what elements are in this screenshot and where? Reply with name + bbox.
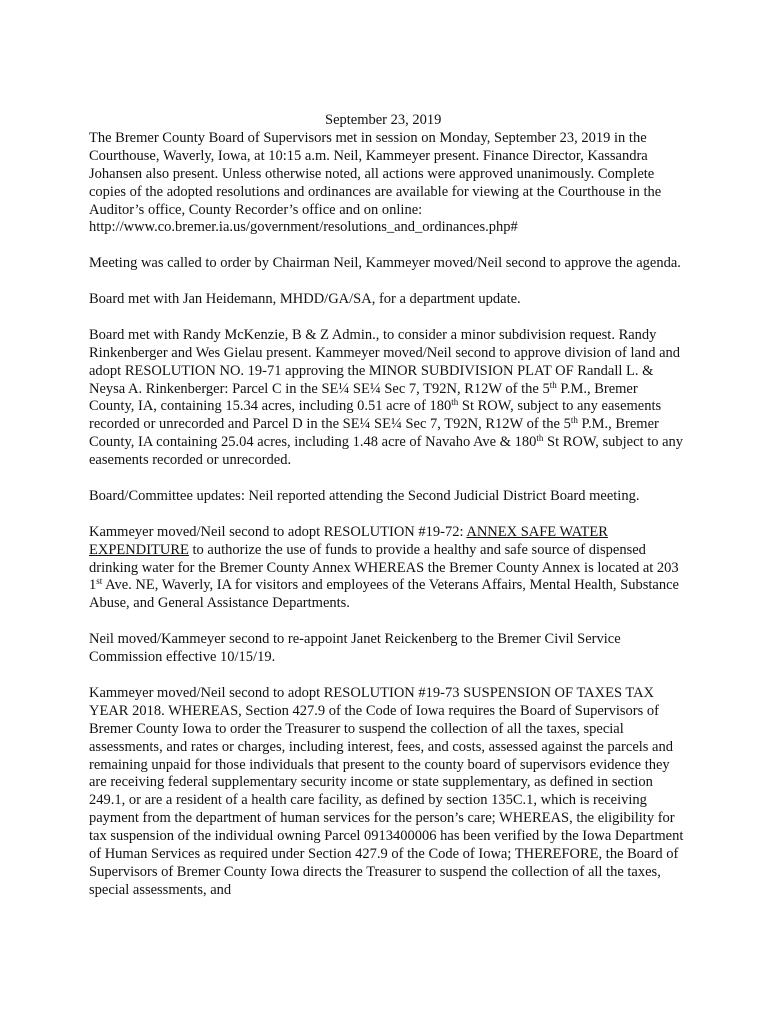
text-run: Board met with Randy McKenzie, B & Z Admin., to consider a minor subdivision request. Randy Rinkenberger and Wes Gielau present. Kammeyer moved/Neil second to approve division of land and adopt RESOLUTION NO. 19-71 approving the MINOR SUBDIVISION PLAT OF Randall L. & Neysa A. Rinkenberger: Parcel C in the SE¼ SE¼ Sec 7, T92N, R12W of the 5 (89, 326, 681, 397)
ordinal-suffix: st (96, 576, 103, 587)
text-run: P.M., Bremer County, IA, containing 15.34 acres, including 0.51 acre of 180 (89, 380, 638, 415)
ordinal-suffix: th (570, 415, 578, 426)
resolution-title-underlined: ANNEX SAFE WATER EXPENDITURE (89, 523, 608, 558)
text-run: P.M., Bremer County, IA containing 25.04 acres, including 1.48 acre of Navaho Ave & 180 (89, 416, 659, 451)
ordinal-suffix: th (536, 433, 544, 444)
paragraph-committee-updates: Board/Committee updates: Neil reported attending the Second Judicial District Board meeting. (89, 487, 640, 504)
text-run: Ave. NE, Waverly, IA for visitors and employees of the Veterans Affairs, Mental Health, Substance Abuse, and General Assistance Departments. (89, 577, 679, 612)
ordinal-suffix: th (451, 397, 459, 408)
paragraph-session-intro: The Bremer County Board of Supervisors met in session on Monday, September 23, 2019 in the Courthouse, Waverly, Iowa, at 10:15 a.m. Neil, Kammeyer present. Finance Director, Kassandra Johansen also present. Unless otherwise noted, all actions were approved unanimously. Complete copies of the adopted resolutions and ordinances are available for viewing at the Courthouse in the Auditor’s office, County Recorder’s office and on online: http://www.co.bremer.ia.us/government/resolutions_and_ordinances.php# (89, 129, 662, 236)
paragraph-civil-service-appointment: Neil moved/Kammeyer second to re-appoint Janet Reickenberg to the Bremer Civil Service Commission effective 10/15/19. (89, 631, 621, 666)
text-run: Kammeyer moved/Neil second to adopt RESOLUTION #19-72: (89, 523, 467, 540)
text-run: St ROW, subject to any easements recorded or unrecorded. (89, 434, 684, 469)
paragraph-call-to-order: Meeting was called to order by Chairman Neil, Kammeyer moved/Neil second to approve the agenda. (89, 255, 681, 272)
text-run: St ROW, subject to any easements recorded or unrecorded and Parcel D in the SE¼ SE¼ Sec 7, T92N, R12W of the 5 (89, 398, 662, 433)
paragraph-suspension-of-taxes: Kammeyer moved/Neil second to adopt RESOLUTION #19-73 SUSPENSION OF TAXES TAX YEAR 2018. WHEREAS, Section 427.9 of the Code of Iowa requires the Board of Supervisors of Bremer County Iowa to order the Treasurer to suspend the collection of all the taxes, special assessments, and rates or charges, including interest, fees, and costs, assessed against the parcels and remaining unpaid for those individuals that present to the county board of supervisors evidence they are receiving federal supplementary security income or state supplementary, as defined in section 249.1, or are a resident of a health care facility, as defined by section 135C.1, which is receiving payment from the department of human services for the person’s care; WHEREAS, the eligibility for tax suspension of the individual owning Parcel 0913400006 has been verified by the Iowa Department of Human Services as required under Section 427.9 of the Code of Iowa; THEREFORE, the Board of Supervisors of Bremer County Iowa directs the Treasurer to suspend the collection of all the taxes, special assessments, and (89, 684, 684, 898)
paragraph-minor-subdivision (89, 327, 685, 470)
meeting-date: September 23, 2019 (325, 112, 442, 128)
ordinal-suffix: th (549, 379, 557, 390)
paragraph-annex-safe-water (89, 524, 685, 614)
paragraph-mhdd-update: Board met with Jan Heidemann, MHDD/GA/SA, for a department update. (89, 291, 521, 308)
minutes-document (89, 112, 685, 918)
text-run: to authorize the use of funds to provide a healthy and safe source of dispensed drinking water for the Bremer County Annex WHEREAS the Bremer County Annex is located at 203 1 (89, 541, 679, 594)
